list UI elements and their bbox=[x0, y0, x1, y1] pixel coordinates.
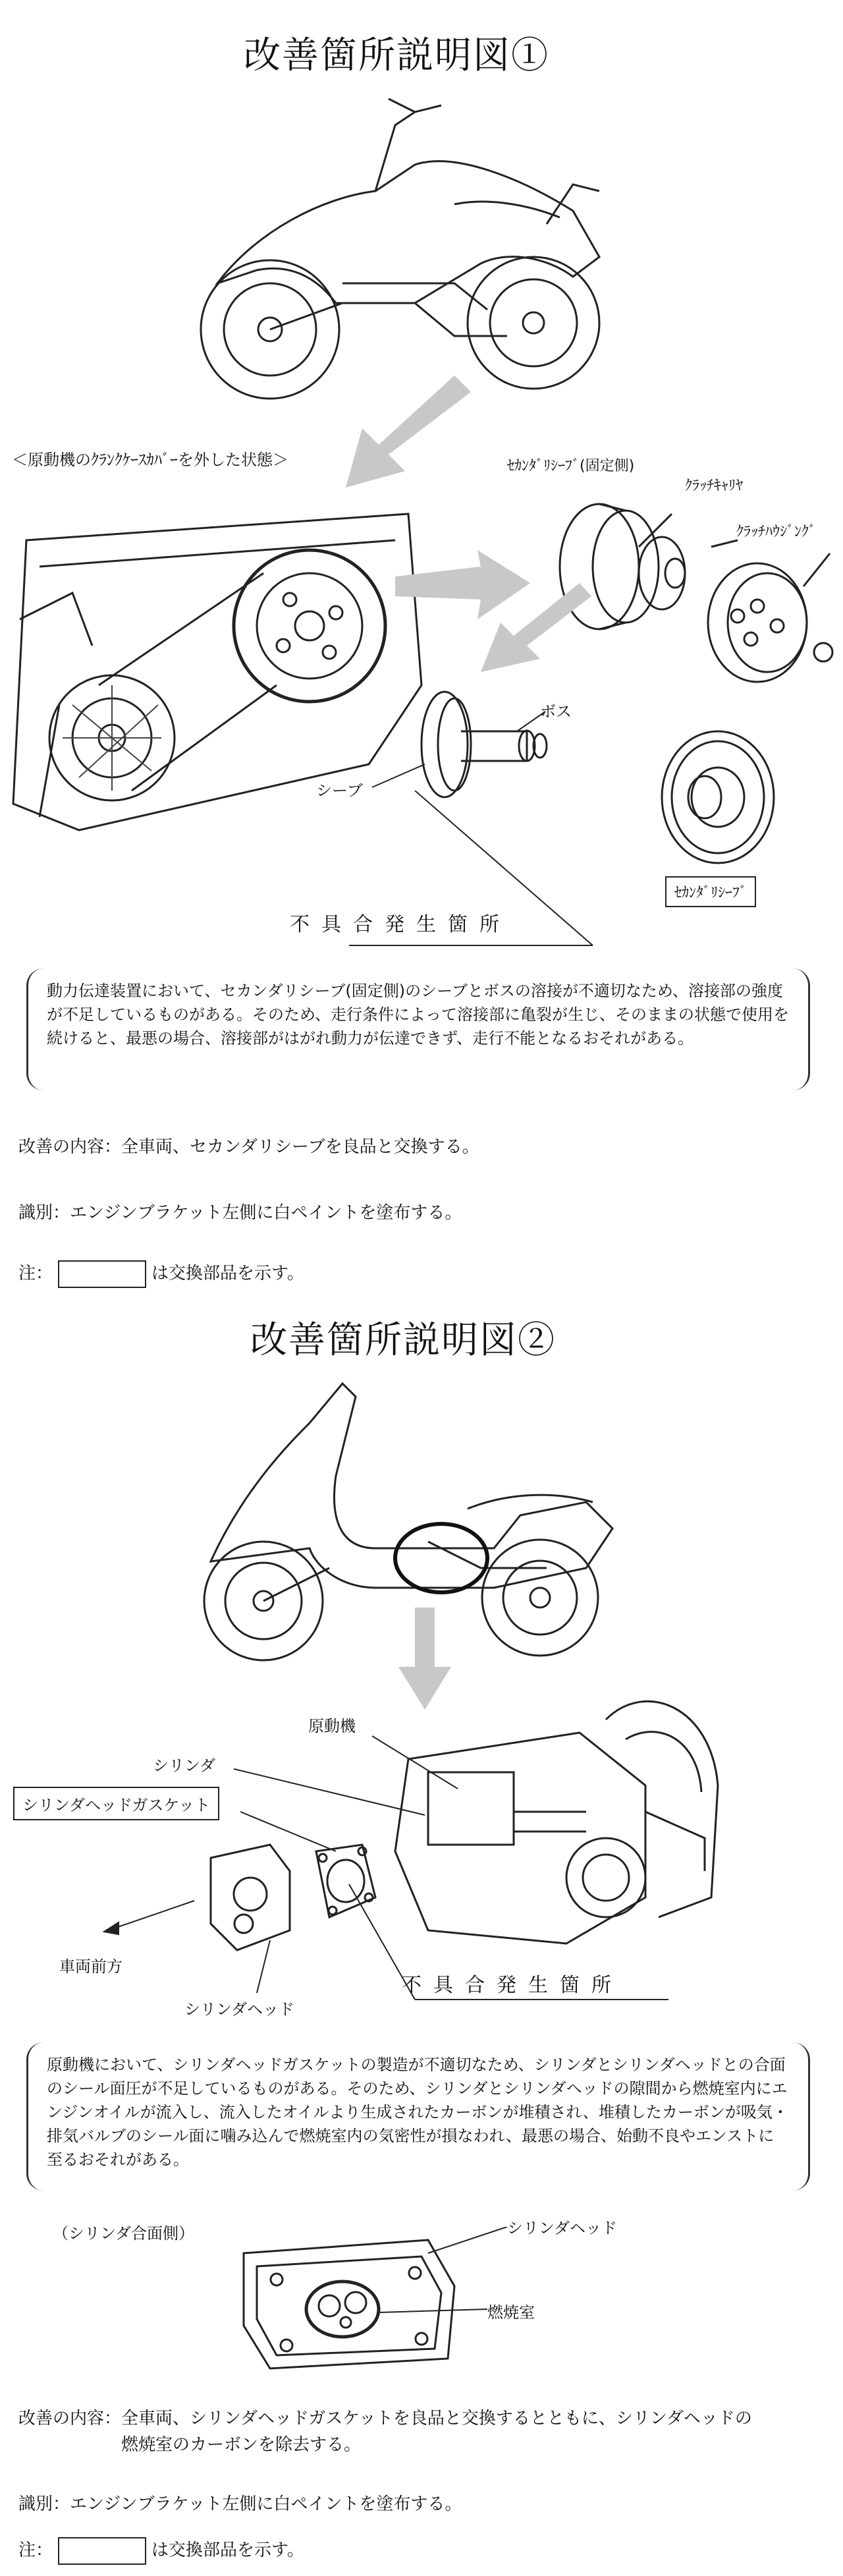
label-boss: ボス bbox=[540, 702, 572, 721]
improvement-2-label: 改善の内容： bbox=[18, 2409, 122, 2428]
arrow-down-left-2 bbox=[474, 580, 593, 679]
note-suffix-2: は交換部品を示す。 bbox=[151, 2540, 304, 2560]
description-text-2: 原動機において、シリンダヘッドガスケットの製造が不適切なため、シリンダとシリンダヘッドとの合面のシール面圧が不足しているものがある。そのため、シリンダとシリンダヘッドの隙間から燃焼室内にエンジンオイルが流入し、流入したオイルより生成されたカーボンが堆積され、堆積したカーボンが吸気・排気バルブのシール面に噛み込んで燃焼室内の気密性が損なわれ、最悪の場合、始動不良やエンストに至るおそれがある。 bbox=[47, 2056, 788, 2169]
label-cylinder-head: シリンダヘッド bbox=[184, 2000, 295, 2019]
label-clutch-carrier: ｸﾗｯﾁｷｬﾘﾔ bbox=[685, 478, 744, 494]
arrow-down-left-1 bbox=[342, 369, 474, 494]
vehicle-front-arrow bbox=[99, 1897, 198, 1937]
defect-label-1: 不具合発生箇所 bbox=[290, 913, 511, 936]
label-secondary-sheave-fixed: ｾｶﾝﾀﾞﾘｼｰﾌﾞ(固定側) bbox=[507, 458, 635, 474]
defect-label-2: 不具合発生箇所 bbox=[402, 1974, 623, 1997]
description-box-2 bbox=[26, 2042, 810, 2191]
improvement-2-text1: 全車両、シリンダヘッドガスケットを良品と交換するとともに、シリンダヘッドの bbox=[121, 2409, 752, 2428]
improvement-1: 改善の内容：全車両、セカンダリシーブを良品と交換する。 bbox=[18, 1137, 479, 1157]
note-1 bbox=[18, 1260, 304, 1288]
section2-title: 改善箇所説明図② bbox=[250, 1319, 556, 1362]
label-cylinder: シリンダ bbox=[153, 1756, 216, 1775]
secondary-sheave-illustration bbox=[645, 725, 777, 883]
label-secondary-sheave-box: ｾｶﾝﾀﾞﾘｼｰﾌﾞ bbox=[665, 876, 756, 907]
combustion-chamber-illustration bbox=[231, 2227, 514, 2378]
label-cylinder-head-2: シリンダヘッド bbox=[507, 2219, 618, 2237]
improvement-2-line1 bbox=[18, 2405, 752, 2429]
label-sheave: シーブ bbox=[316, 781, 363, 800]
label-vehicle-front: 車両前方 bbox=[59, 1957, 122, 1976]
note-prefix-2: 注： bbox=[18, 2540, 53, 2560]
section1-title: 改善箇所説明図① bbox=[244, 34, 549, 77]
note-2 bbox=[18, 2536, 304, 2565]
description-box-1 bbox=[26, 968, 810, 1090]
boss-pointer bbox=[514, 708, 547, 735]
note-suffix-1: は交換部品を示す。 bbox=[151, 1264, 304, 1283]
cylinder-head-pointer bbox=[250, 1937, 277, 1996]
label-mating-side: （シリンダ合面側） bbox=[53, 2224, 195, 2243]
identification-2: 識別：エンジンブラケット左側に白ペイントを塗布する。 bbox=[18, 2494, 462, 2514]
sheave-boss-illustration bbox=[408, 679, 566, 804]
note-prefix-1: 注： bbox=[18, 1264, 53, 1283]
improvement-2-text2: 燃焼室のカーボンを除去する。 bbox=[121, 2435, 362, 2455]
state-label: ＜原動機のｸﾗﾝｸｹｰｽｶﾊﾞｰを外した状態＞ bbox=[12, 451, 288, 469]
engine-crankcase-illustration bbox=[0, 488, 428, 843]
label-combustion-chamber: 燃焼室 bbox=[487, 2303, 535, 2322]
sheave-pointer bbox=[369, 758, 428, 791]
label-clutch-housing: ｸﾗｯﾁﾊｳｼﾞﾝｸﾞ bbox=[736, 524, 817, 540]
label-cylinder-head-gasket: シリンダヘッドガスケット bbox=[13, 1787, 219, 1820]
label-engine: 原動機 bbox=[308, 1717, 356, 1735]
identification-1: 識別：エンジンブラケット左側に白ペイントを塗布する。 bbox=[18, 1203, 462, 1223]
note-box-2 bbox=[58, 2537, 146, 2565]
description-text-1: 動力伝達装置において、セカンダリシーブ(固定側)のシーブとボスの溶接が不適切なため、溶接部の強度が不足しているものがある。そのため、走行条件によって溶接部に亀裂が生じ、そのままの状態で使用を続けると、最悪の場合、溶接部がはがれ動力が伝達できず、走行不能となるおそれがある。 bbox=[47, 982, 790, 1048]
note-box-1 bbox=[58, 1260, 146, 1288]
